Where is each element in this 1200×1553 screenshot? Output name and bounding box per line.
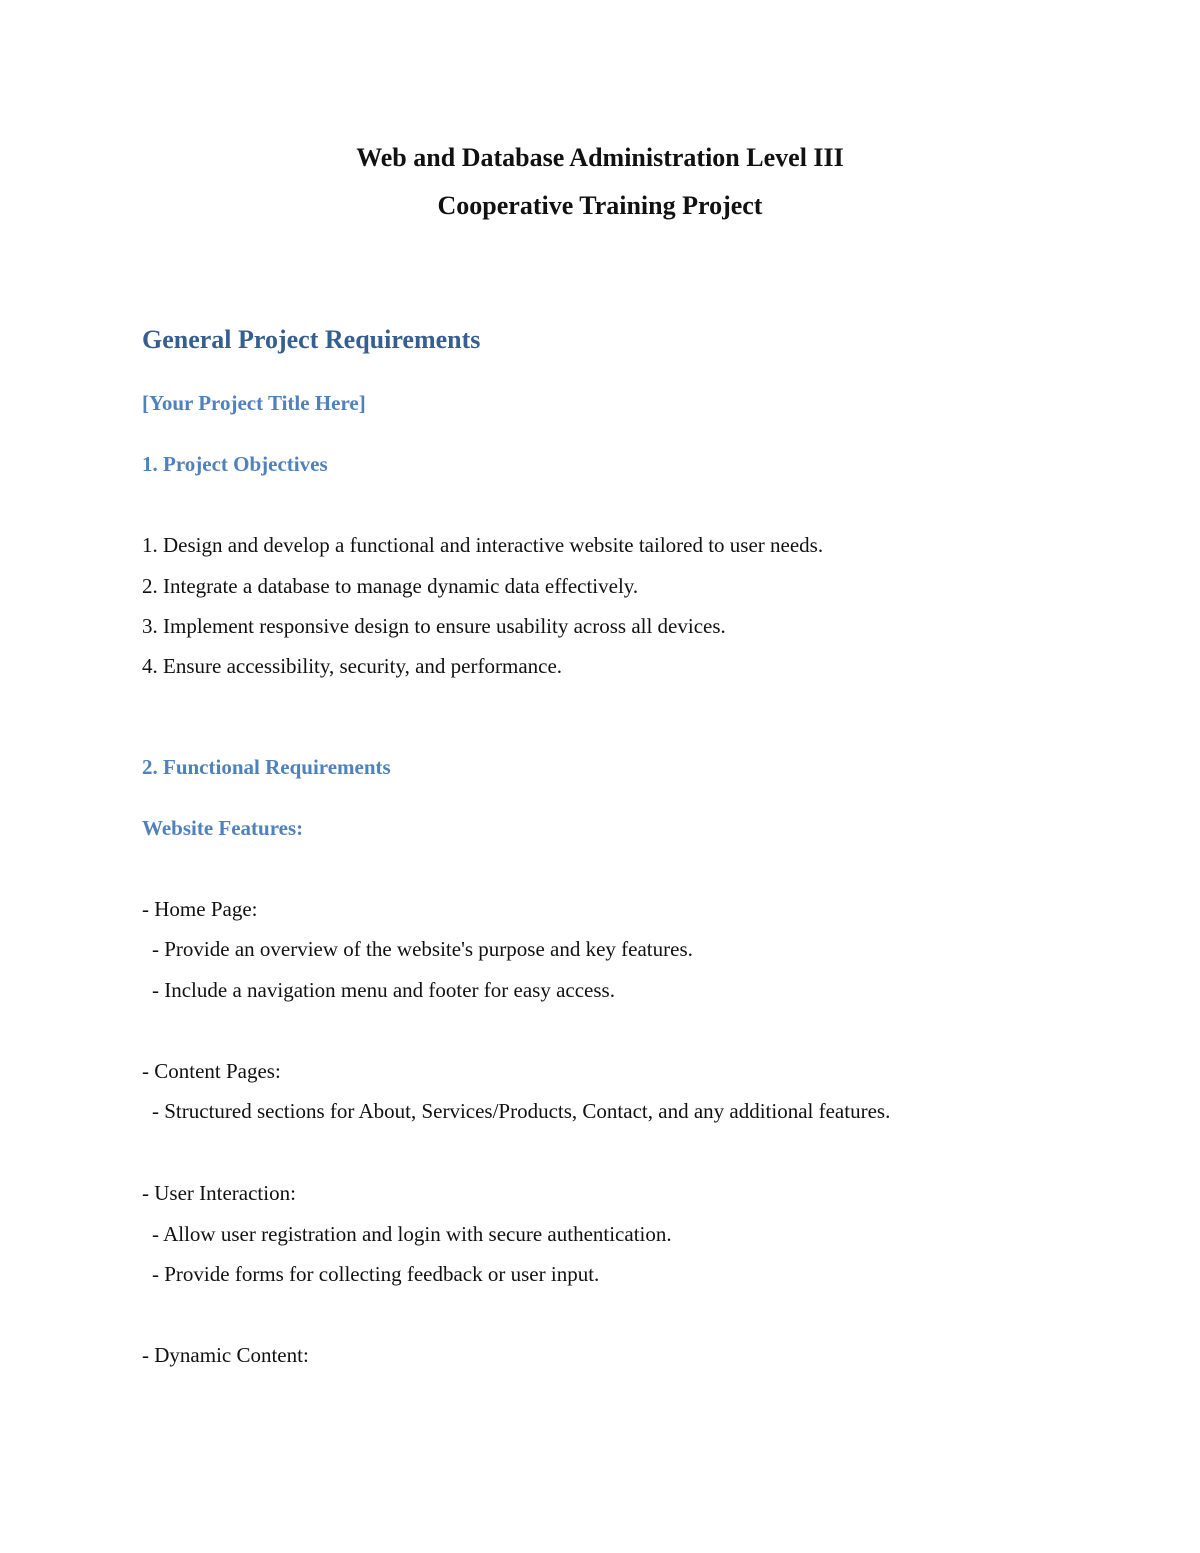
objectives-heading: 1. Project Objectives [142, 452, 328, 476]
home-page-label: - Home Page: [142, 897, 258, 921]
objective-item: 3. Implement responsive design to ensure usability across all devices. [142, 614, 726, 638]
objective-item: 4. Ensure accessibility, security, and performance. [142, 654, 563, 678]
functional-requirements-heading: 2. Functional Requirements [142, 755, 391, 779]
user-interaction-item: - Allow user registration and login with secure authentication. [152, 1222, 672, 1246]
dynamic-content-label: - Dynamic Content: [142, 1343, 309, 1367]
objective-item: 2. Integrate a database to manage dynamic data effectively. [142, 574, 639, 598]
user-interaction-label: - User Interaction: [142, 1181, 296, 1205]
objective-item: 1. Design and develop a functional and interactive website tailored to user needs. [142, 533, 824, 557]
document-title-line-1: Web and Database Administration Level III [356, 143, 844, 172]
project-title-placeholder: [Your Project Title Here] [142, 391, 366, 415]
user-interaction-item: - Provide forms for collecting feedback or user input. [152, 1262, 600, 1286]
document-title-line-2: Cooperative Training Project [437, 191, 763, 220]
content-pages-item: - Structured sections for About, Services/Products, Contact, and any additional features. [152, 1099, 891, 1123]
home-page-item: - Provide an overview of the website's purpose and key features. [152, 937, 693, 961]
website-features-subheading: Website Features: [142, 816, 304, 840]
section-heading: General Project Requirements [142, 325, 481, 354]
home-page-item: - Include a navigation menu and footer for easy access. [152, 978, 615, 1002]
content-pages-label: - Content Pages: [142, 1059, 281, 1083]
